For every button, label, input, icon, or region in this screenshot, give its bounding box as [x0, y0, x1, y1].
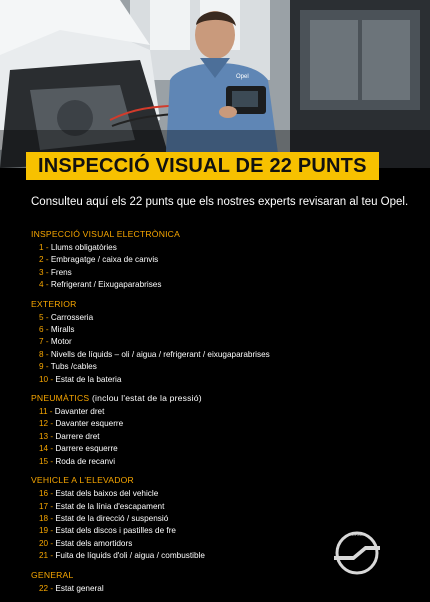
checklist-section [31, 570, 331, 595]
item-text: Davanter esquerre [55, 419, 124, 429]
item-number: 12 [39, 419, 49, 429]
checklist-item [31, 349, 331, 361]
hero-photo [0, 0, 430, 168]
page-title: INSPECCIÓ VISUAL DE 22 PUNTS [38, 154, 367, 177]
item-number: 2 [39, 255, 44, 265]
item-number: 11 [39, 407, 48, 417]
checklist-item [31, 267, 331, 279]
item-number: 13 [39, 431, 49, 441]
item-text: Estat dels baixos del vehicle [55, 489, 159, 499]
item-separator: - [48, 419, 56, 429]
item-separator: - [43, 280, 51, 290]
section-title-text: VEHICLE A L'ELEVADOR [31, 475, 134, 486]
item-separator: - [48, 538, 56, 548]
section-title-text: GENERAL [31, 569, 74, 580]
item-number: 17 [39, 501, 49, 511]
item-number: 9 [39, 362, 44, 372]
item-text: Fuita de líquids d'oli / aigua / combustible [55, 551, 205, 561]
checklist-item [31, 336, 331, 348]
checklist-item [31, 406, 331, 418]
checklist-item [31, 525, 331, 537]
section-title [31, 393, 331, 403]
item-text: Davanter dret [54, 407, 105, 417]
section-title [31, 570, 331, 580]
section-title-text: INSPECCIÓ VISUAL ELECTRÒNICA [31, 229, 181, 239]
item-separator: - [43, 349, 51, 359]
item-text: Estat dels discos i pastilles de fre [55, 526, 176, 536]
item-number: 4 [39, 280, 44, 290]
item-number: 14 [39, 444, 49, 454]
checklist-section [31, 229, 331, 292]
item-text: Estat de la direcció / suspensió [55, 513, 169, 523]
item-text: Nivells de líquids – oli / aigua / refrigerant / eixugaparabrises [50, 349, 270, 359]
checklist-item [31, 488, 331, 500]
item-number: 6 [39, 325, 44, 335]
checklist-item [31, 583, 331, 595]
item-separator: - [43, 255, 51, 265]
item-number: 5 [39, 312, 44, 322]
item-separator: - [48, 456, 56, 466]
item-number: 20 [39, 538, 49, 548]
item-separator: - [43, 362, 51, 372]
checklist-item [31, 418, 331, 430]
item-text: Miralls [50, 325, 75, 335]
checklist-item [31, 324, 331, 336]
checklist [31, 229, 331, 602]
item-text: Estat de la bateria [55, 374, 122, 384]
item-text: Carrosseria [50, 312, 94, 322]
logo-text: OPEL [351, 532, 363, 537]
item-text: Darrere dret [55, 431, 100, 441]
checklist-item [31, 513, 331, 525]
item-text: Tubs /cables [50, 362, 97, 372]
opel-logo-icon [331, 527, 383, 579]
checklist-item [31, 254, 331, 266]
item-text: Roda de recanvi [55, 456, 116, 466]
item-text: Motor [50, 337, 72, 347]
checklist-section [31, 393, 331, 468]
item-number: 21 [39, 551, 49, 561]
checklist-item [31, 538, 331, 550]
section-title-text: PNEUMÀTICS [31, 393, 90, 404]
item-separator: - [43, 325, 51, 335]
shirt-brand-text: Opel [236, 74, 249, 80]
item-separator: - [48, 551, 56, 561]
item-separator: - [48, 526, 56, 536]
mechanic-photo-illustration [0, 0, 430, 168]
item-text: Refrigerant / Eixugaparabrises [50, 280, 162, 290]
checklist-item [31, 431, 331, 443]
item-separator: - [43, 243, 51, 252]
checklist-item [31, 456, 331, 468]
item-number: 1 [39, 243, 44, 252]
item-separator: - [48, 583, 56, 593]
item-number: 18 [39, 513, 49, 523]
item-text: Estat de la línia d'escapament [55, 501, 165, 511]
item-separator: - [43, 337, 51, 347]
item-separator: - [43, 267, 51, 277]
item-number: 19 [39, 526, 49, 536]
section-title [31, 299, 331, 309]
item-separator: - [47, 407, 55, 417]
checklist-item [31, 242, 331, 254]
section-title-text: EXTERIOR [31, 298, 77, 309]
section-note: (inclou l'estat de la pressió) [91, 393, 202, 404]
item-number: 10 [39, 374, 49, 384]
item-separator: - [48, 501, 56, 511]
item-number: 22 [39, 583, 49, 593]
section-title [31, 475, 331, 485]
checklist-section [31, 475, 331, 562]
item-separator: - [48, 444, 56, 454]
checklist-item [31, 550, 331, 562]
checklist-item [31, 374, 331, 386]
item-separator: - [48, 431, 56, 441]
item-text: Llums obligatòries [50, 243, 117, 252]
title-band [26, 152, 379, 180]
checklist-section [31, 299, 331, 386]
item-number: 3 [39, 267, 44, 277]
item-separator: - [48, 489, 56, 499]
checklist-item [31, 501, 331, 513]
item-text: Darrere esquerre [55, 444, 118, 454]
item-text: Estat dels amortidors [55, 538, 133, 548]
item-number: 8 [39, 349, 44, 359]
item-number: 16 [39, 489, 49, 499]
item-text: Estat general [55, 583, 104, 593]
item-number: 7 [39, 337, 44, 347]
checklist-item [31, 279, 331, 291]
item-separator: - [48, 374, 56, 384]
section-title [31, 229, 331, 239]
item-number: 15 [39, 456, 49, 466]
item-text: Frens [50, 267, 72, 277]
checklist-item [31, 361, 331, 373]
item-separator: - [43, 312, 51, 322]
item-separator: - [48, 513, 56, 523]
checklist-item [31, 443, 331, 455]
item-text: Embragatge / caixa de canvis [50, 255, 159, 265]
intro-text: Consulteu aquí els 22 punts que els nostres experts revisaran al teu Opel. [31, 196, 409, 208]
checklist-item [31, 312, 331, 324]
